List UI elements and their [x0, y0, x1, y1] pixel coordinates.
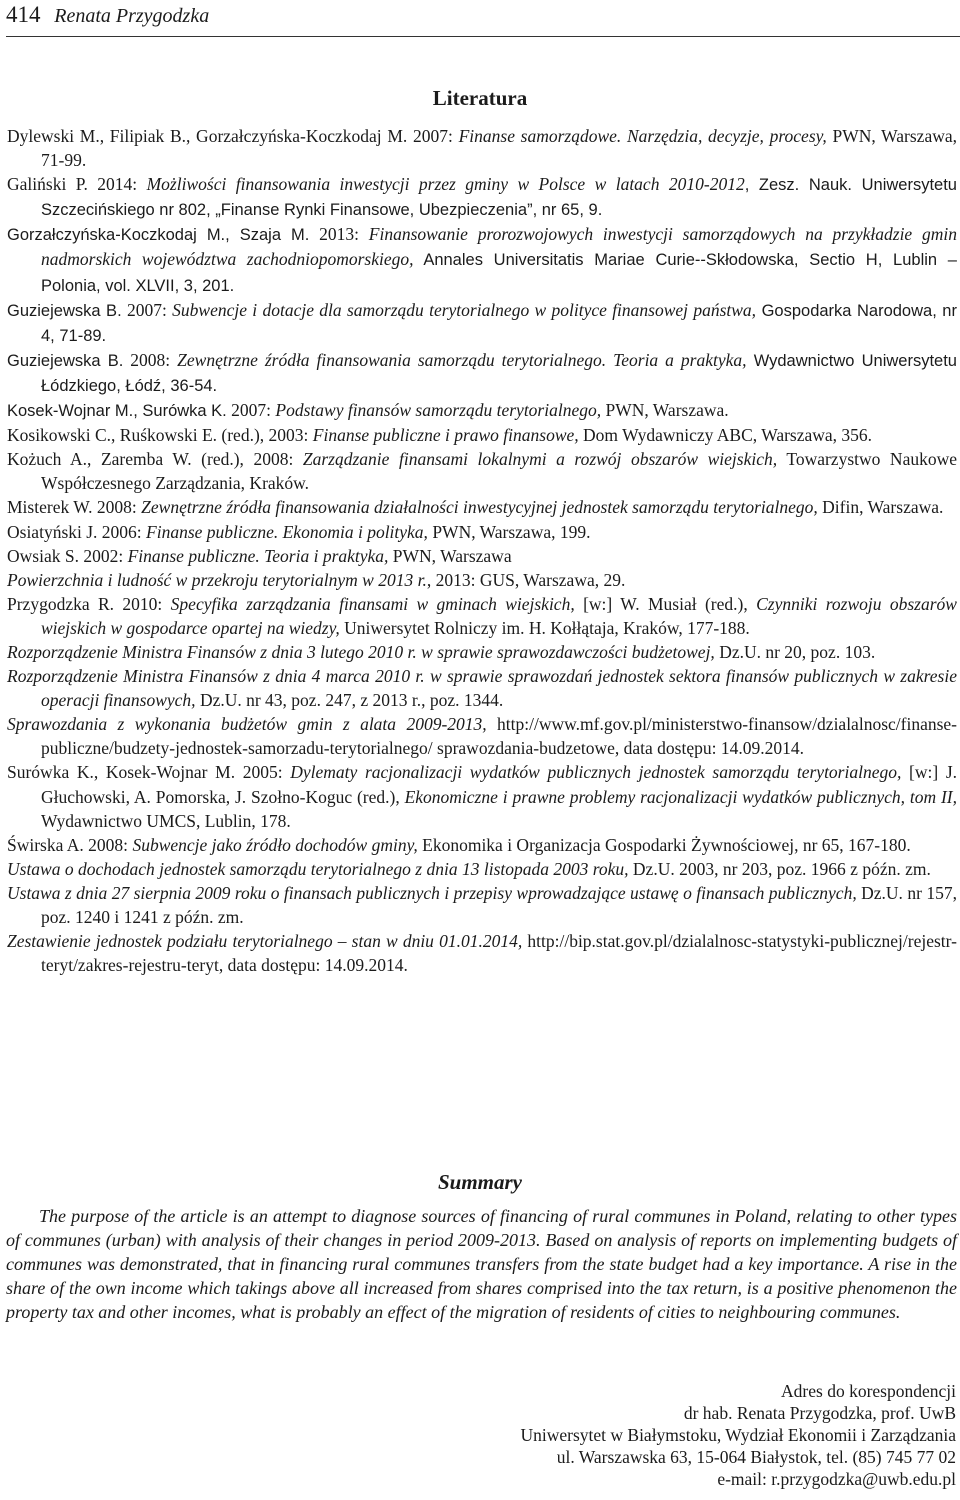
- reference-segment: Uniwersytet Rolniczy im. H. Kołłątaja, Kraków, 177-188.: [339, 617, 750, 638]
- reference-segment: Wydawnictwo UMCS, Lublin, 178.: [41, 810, 291, 831]
- running-header: [6, 0, 960, 37]
- reference-segment: Finanse publiczne. Teoria i praktyka,: [127, 545, 389, 566]
- correspondence-institution: Uniwersytet w Białymstoku, Wydział Ekonomii i Zarządzania: [520, 1425, 956, 1445]
- reference-segment: PWN, Warszawa.: [601, 400, 729, 421]
- reference-entry: [7, 348, 957, 398]
- reference-segment: Ustawa o dochodach jednostek samorządu terytorialnego z dnia 13 listopada 2003 roku,: [7, 858, 629, 879]
- bibliography-list: [7, 124, 957, 977]
- reference-segment: 2007:: [226, 400, 276, 421]
- reference-entry: [7, 222, 957, 297]
- running-author: Renata Przygodzka: [54, 5, 210, 27]
- reference-segment: 2007:: [121, 299, 173, 320]
- reference-segment: Galiński P. 2014:: [7, 174, 147, 195]
- correspondence-address: [520, 1380, 956, 1490]
- reference-segment: , Zesz. Nauk. Uniwersytetu Szczecińskiego nr 802, „Finanse Rynki Finansowe, Ubezpieczenia”, nr 65, 9.: [41, 176, 957, 220]
- reference-segment: PWN, Warszawa, 199.: [427, 521, 591, 542]
- reference-segment: http://bip.stat.gov.pl/dzialalnosc-statystyki-publicznej/rejestr-teryt/zakres-rejestru-teryt, data dostępu: 14.09.2014.: [41, 931, 957, 976]
- reference-segment: [w:] W. Musiał (red.),: [574, 593, 757, 614]
- reference-segment: Ekonomika i Organizacja Gospodarki Żywnościowej, nr 65, 167-180.: [417, 834, 911, 855]
- reference-entry: [7, 857, 957, 881]
- reference-segment: Powierzchnia i ludność w przekroju terytorialnym w 2013 r.: [7, 569, 427, 590]
- reference-segment: Dz.U. nr 157, poz. 1240 i 1241 z późn. zm.: [41, 882, 957, 927]
- reference-segment: Zestawienie jednostek podziału terytorialnego – stan w dniu 01.01.2014,: [7, 931, 523, 952]
- reference-entry: [7, 664, 957, 712]
- reference-segment: Możliwości finansowania inwestycji przez gminy w Polsce w latach 2010-2012: [146, 174, 745, 195]
- reference-entry: [7, 833, 957, 857]
- reference-segment: Gorzałczyńska-Koczkodaj M., Szaja M.: [7, 226, 310, 245]
- reference-segment: 2008:: [123, 349, 178, 370]
- reference-segment: Misterek W. 2008:: [7, 497, 142, 518]
- reference-segment: Finanse publiczne i prawo finansowe,: [312, 425, 579, 446]
- reference-segment: Guziejewska B.: [7, 301, 122, 320]
- reference-segment: Wydawnictwo Uniwersytetu Łódzkiego, Łódź, 36-54.: [41, 351, 957, 395]
- reference-segment: Difin, Warszawa.: [817, 497, 944, 518]
- reference-entry: [7, 447, 957, 495]
- reference-segment: [w:] J. Głuchowski, A. Pomorska, J. Szołno-Koguc (red.),: [41, 762, 958, 807]
- reference-segment: Podstawy finansów samorządu terytorialnego,: [275, 400, 602, 421]
- reference-segment: Czynniki rozwoju obszarów wiejskich w gospodarce opartej na wiedzy,: [41, 593, 957, 638]
- correspondence-street: ul. Warszawska 63, 15-064 Białystok, tel. (85) 745 77 02: [556, 1447, 956, 1467]
- reference-segment: Finanse samorządowe. Narzędzia, decyzje, procesy,: [458, 126, 827, 146]
- reference-segment: Dz.U. nr 43, poz. 247, z 2013 r., poz. 1344.: [195, 690, 504, 711]
- reference-segment: Gospodarka Narodowa, nr 4, 71-89.: [41, 301, 957, 345]
- reference-segment: Kożuch A., Zaremba W. (red.), 2008:: [7, 449, 303, 470]
- reference-segment: Finansowanie prorozwojowych inwestycji samorządowych na przykładzie gmin nadmorskich województwa zachodniopomorskiego,: [41, 224, 957, 270]
- reference-segment: PWN, Warszawa: [388, 545, 512, 566]
- reference-segment: Guziejewska B.: [7, 351, 124, 370]
- reference-segment: PWN, Warszawa, 71-99.: [41, 126, 957, 171]
- reference-entry: [7, 929, 957, 977]
- reference-segment: Dom Wydawniczy ABC, Warszawa, 356.: [578, 425, 873, 446]
- reference-segment: Subwencje i dotacje dla samorządu terytorialnego w polityce finansowej państwa,: [172, 299, 757, 320]
- summary-text: The purpose of the article is an attempt to diagnose sources of financing of rural communes in Poland, relating to other types of communes (urban) with analysis of their changes in period 2009-2013. Based on analysis of reports on implementing budgets of communes was demonstrated, that in financing rural communes transfers from the state budget had a key importance. A rise in the share of the own income which takings above all increased from shares comprised into the tax return, is a positive phenomenon the property tax and other incomes, what is probably an effect of the migration of residents of cities to neighbouring communes.: [6, 1206, 957, 1322]
- reference-entry: [7, 495, 957, 519]
- reference-entry: [7, 592, 957, 640]
- reference-entry: [7, 398, 957, 423]
- reference-segment: http://www.mf.gov.pl/ministerstwo-finansow/dzialalnosc/finanse-publiczne/budzety-jednostek-samorzadu-terytorialnego/ sprawozdania-budzetowe, data dostępu: 14.09.2014.: [41, 714, 957, 759]
- reference-segment: Zewnętrzne źródła finansowania działalności inwestycyjnej jednostek samorządu terytorialnego,: [141, 497, 818, 518]
- reference-segment: Zewnętrzne źródła finansowania samorządu terytorialnego. Teoria a praktyka,: [177, 349, 747, 370]
- reference-entry: [7, 520, 957, 544]
- reference-segment: Annales Universitatis Mariae Curie--Skłodowska, Sectio H, Lublin – Polonia, vol. XLVII, 3, 201.: [41, 251, 957, 295]
- correspondence-name: dr hab. Renata Przygodzka, prof. UwB: [683, 1403, 956, 1423]
- reference-segment: Ekonomiczne i prawne problemy racjonalizacji wydatków publicznych, tom II,: [404, 786, 957, 807]
- reference-entry: [7, 172, 957, 222]
- summary-heading: Summary: [437, 1170, 523, 1194]
- reference-entry: [7, 712, 957, 760]
- reference-segment: 2013:: [309, 224, 369, 245]
- reference-entry: [7, 124, 957, 172]
- reference-segment: Sprawozdania z wykonania budżetów gmin z alata 2009-2013,: [7, 714, 487, 735]
- reference-entry: [7, 760, 957, 832]
- reference-segment: Osiatyński J. 2006:: [7, 521, 147, 542]
- reference-segment: Owsiak S. 2002:: [7, 545, 128, 566]
- reference-segment: Finanse publiczne. Ekonomia i polityka,: [146, 521, 428, 542]
- reference-segment: Kosikowski C., Ruśkowski E. (red.), 2003:: [7, 425, 313, 446]
- reference-segment: Dylewski M., Filipiak B., Gorzałczyńska-Koczkodaj M. 2007:: [7, 126, 459, 146]
- literature-heading: Literatura: [432, 86, 528, 110]
- reference-segment: Rozporządzenie Ministra Finansów z dnia 3 lutego 2010 r. w sprawie sprawozdawczości budżetowej,: [7, 641, 715, 662]
- reference-entry: [7, 881, 957, 929]
- reference-segment: Przygodzka R. 2010:: [7, 593, 171, 614]
- reference-entry: [7, 640, 957, 664]
- page-number: 414: [6, 2, 41, 27]
- reference-entry: [7, 544, 957, 568]
- reference-segment: Surówka K., Kosek-Wojnar M. 2005:: [7, 762, 291, 783]
- reference-segment: , 2013: GUS, Warszawa, 29.: [426, 569, 626, 590]
- reference-entry: [7, 298, 957, 348]
- reference-entry: [7, 568, 957, 592]
- reference-segment: Dz.U. 2003, nr 203, poz. 1966 z późn. zm.: [628, 858, 931, 879]
- reference-segment: Subwencje jako źródło dochodów gminy,: [132, 834, 418, 855]
- reference-segment: Dylematy racjonalizacji wydatków publicznych jednostek samorządu terytorialnego,: [290, 762, 902, 783]
- reference-segment: Specyfika zarządzania finansami w gminach wiejskich,: [170, 593, 575, 614]
- reference-segment: Kosek-Wojnar M., Surówka K.: [7, 402, 227, 421]
- reference-segment: Towarzystwo Naukowe Współczesnego Zarządzania, Kraków.: [41, 449, 957, 494]
- reference-segment: Dz.U. nr 20, poz. 103.: [714, 641, 876, 662]
- correspondence-label: Adres do korespondencji: [781, 1381, 956, 1401]
- correspondence-email: e-mail: r.przygodzka@uwb.edu.pl: [717, 1469, 956, 1489]
- reference-segment: Ustawa z dnia 27 sierpnia 2009 roku o finansach publicznych i przepisy wprowadzające ustawę o finansach publicznych,: [7, 882, 857, 903]
- reference-segment: Zarządzanie finansami lokalnymi a rozwój obszarów wiejskich,: [302, 449, 778, 470]
- reference-segment: Rozporządzenie Ministra Finansów z dnia 4 marca 2010 r. w sprawie sprawozdań jednostek sektora finansów publicznych w zakresie operacji finansowych,: [7, 666, 957, 711]
- reference-entry: [7, 423, 957, 447]
- reference-segment: Świrska A. 2008:: [7, 834, 133, 855]
